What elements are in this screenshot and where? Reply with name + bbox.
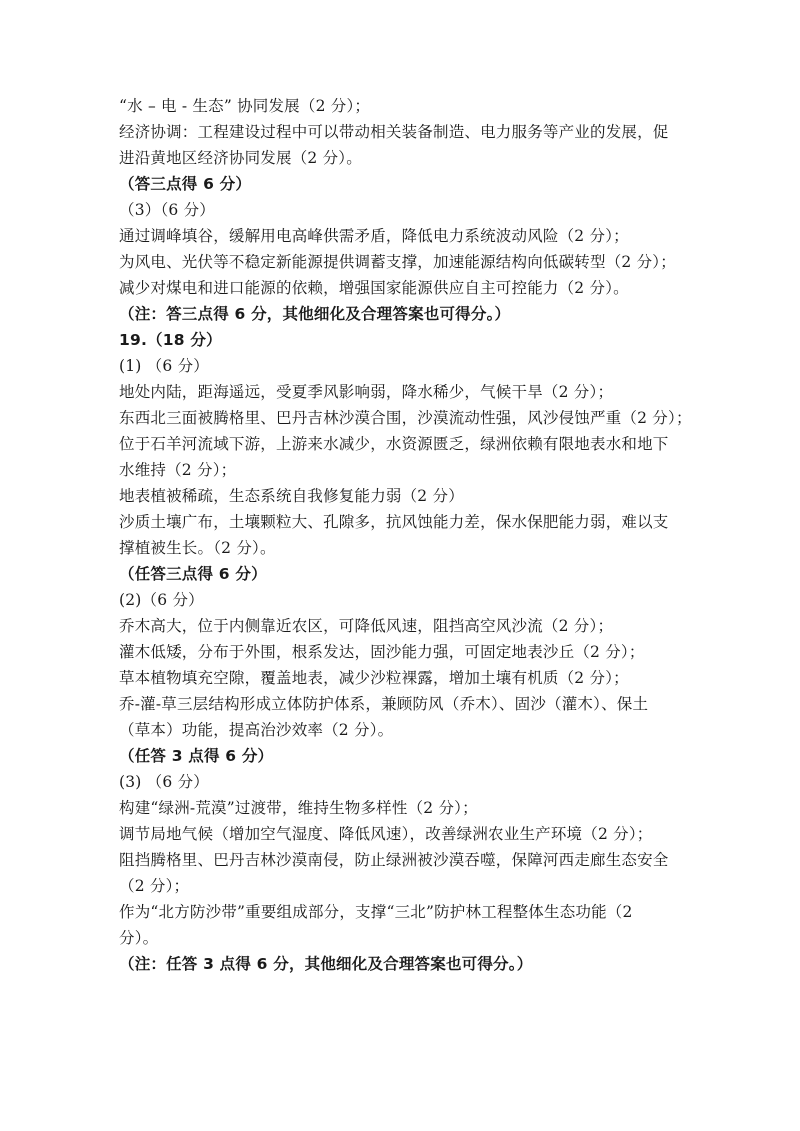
answer-text-line: 进沿黄地区经济协同发展（2 分）。	[119, 149, 362, 167]
answer-text-line: （2 分）；	[119, 877, 190, 895]
scoring-note-line: （答三点得 6 分）	[119, 175, 252, 193]
answer-text-line: （3）（6 分）	[119, 201, 216, 219]
answer-text-line: 位于石羊河流域下游，上游来水减少，水资源匮乏，绿洲依赖有限地表水和地下	[119, 435, 669, 453]
answer-text-line: (3) （6 分）	[119, 773, 209, 791]
answer-text-line: 地表植被稀疏，生态系统自我修复能力弱（2 分）	[119, 487, 464, 505]
scoring-note-line: （任答三点得 6 分）	[119, 565, 267, 583]
scoring-note-line: （注：答三点得 6 分，其他细化及合理答案也可得分。）	[119, 305, 511, 323]
answer-text-line: 草本植物填充空隙，覆盖地表，减少沙粒裸露，增加土壤有机质（2 分）；	[119, 669, 629, 687]
answer-text-line: 乔木高大，位于内侧靠近农区，可降低风速，阻挡高空风沙流（2 分）；	[119, 617, 614, 635]
answer-text-line: 通过调峰填谷，缓解用电高峰供需矛盾，降低电力系统波动风险（2 分）；	[119, 227, 629, 245]
answer-text-line: 东西北三面被腾格里、巴丹吉林沙漠合围，沙漠流动性强，风沙侵蚀严重（2 分）；	[119, 409, 692, 427]
scoring-note-line: （任答 3 点得 6 分）	[119, 747, 274, 765]
answer-text-line: 乔-灌-草三层结构形成立体防护体系，兼顾防风（乔木）、固沙（灌木）、保土	[119, 695, 649, 713]
answer-text-line: 分）。	[119, 929, 159, 947]
answer-text-line: 灌木低矮，分布于外围，根系发达，固沙能力强，可固定地表沙丘（2 分）；	[119, 643, 645, 661]
answer-text-line: 水维持（2 分）；	[119, 461, 237, 479]
answer-text-line: 地处内陆，距海遥远，受夏季风影响弱，降水稀少，气候干旱（2 分）；	[119, 383, 614, 401]
answer-text-line: 经济协调：工程建设过程中可以带动相关装备制造、电力服务等产业的发展，促	[119, 123, 669, 141]
answer-text-line: 沙质土壤广布，土壤颗粒大、孔隙多，抗风蚀能力差，保水保肥能力弱，难以支	[119, 513, 669, 531]
answer-text-line: 调节局地气候（增加空气湿度、降低风速），改善绿洲农业生产环境（2 分）；	[119, 825, 653, 843]
scoring-note-line: 19.（18 分）	[119, 331, 222, 349]
answer-text-line: (2)（6 分）	[119, 591, 204, 609]
answer-text-line: “水 – 电 - 生态” 协同发展（2 分）；	[119, 97, 371, 115]
answer-text-line: 作为“北方防沙带”重要组成部分，支撑“三北”防护林工程整体生态功能（2	[119, 903, 633, 921]
answer-text-line: 阻挡腾格里、巴丹吉林沙漠南侵，防止绿洲被沙漠吞噬，保障河西走廊生态安全	[119, 851, 669, 869]
scoring-note-line: （注：任答 3 点得 6 分，其他细化及合理答案也可得分。）	[119, 955, 533, 973]
answer-text-line: （草本）功能，提高治沙效率（2 分）。	[119, 721, 394, 739]
answer-text-line: 撑植被生长。（2 分）。	[119, 539, 276, 557]
answer-text-line: 减少对煤电和进口能源的依赖，增强国家能源供应自主可控能力（2 分）。	[119, 279, 629, 297]
answer-text-line: (1) （6 分）	[119, 357, 209, 375]
answer-text-line: 为风电、光伏等不稳定新能源提供调蓄支撑，加速能源结构向低碳转型（2 分）；	[119, 253, 676, 271]
answer-text-line: 构建“绿洲-荒漠”过渡带，维持生物多样性（2 分）；	[119, 799, 478, 817]
answer-document	[119, 93, 691, 977]
